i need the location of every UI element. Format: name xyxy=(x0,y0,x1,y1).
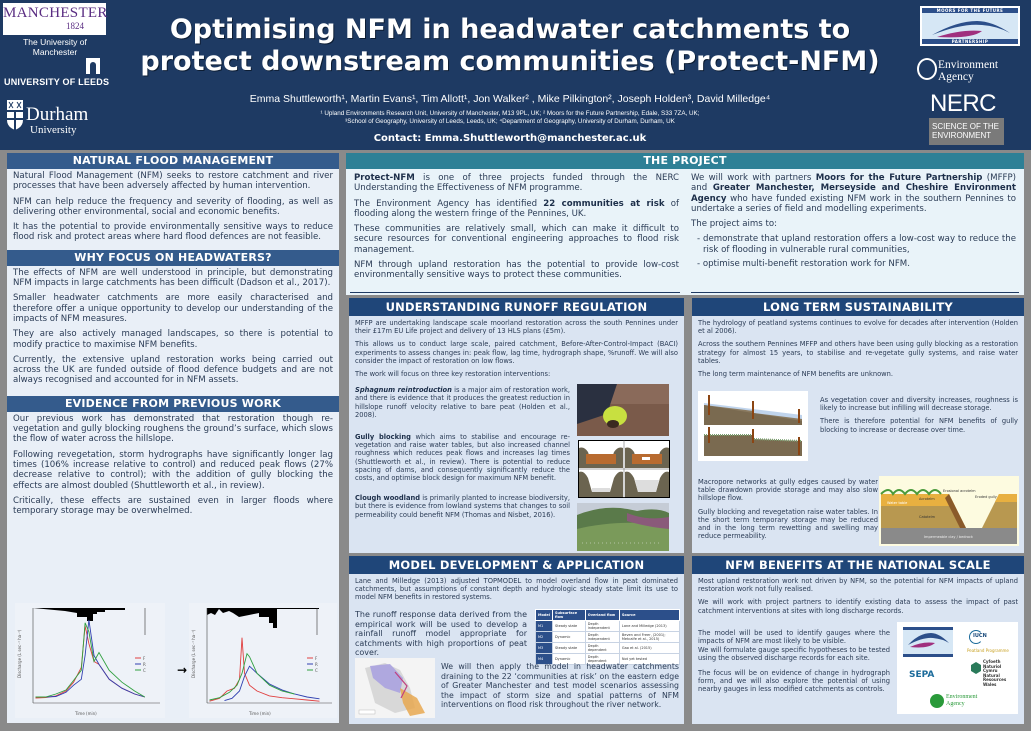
table-cell: Dynamic xyxy=(552,632,585,643)
diagram-label: Impermeable clay / bedrock xyxy=(924,535,973,539)
svg-text:Time (min): Time (min) xyxy=(249,711,271,716)
diagram-label: Catotelm xyxy=(919,515,936,519)
runoff-panel xyxy=(349,298,684,553)
svg-text:F: F xyxy=(315,656,318,661)
title-line-2: protect downstream communities (Protect-NFM) xyxy=(140,46,880,77)
contact-email[interactable]: Contact: Emma.Shuttleworth@manchester.ac.uk xyxy=(373,133,647,144)
gully-term: Gully blocking xyxy=(355,433,411,442)
partner-name: Greater Manchester, Merseyside and Cheshire Environment Agency xyxy=(691,183,1016,204)
project-paragraph xyxy=(354,199,679,220)
evidence-section xyxy=(7,412,339,524)
table-row xyxy=(536,621,680,632)
poster-title xyxy=(110,14,910,78)
table-row xyxy=(536,632,680,643)
project-aims-intro: The project aims to: xyxy=(691,219,778,230)
clough-text: is primarily planted to increase biodiversity, but there is evidence from lowland systems that changes to soil permeability could benefit NFM (Thomas and Nisbet, 2016). xyxy=(355,494,570,519)
svg-text:F: F xyxy=(143,656,146,661)
mftf-logo-top: MOORS FOR THE FUTURE xyxy=(922,8,1018,13)
project-right-text xyxy=(691,173,1016,286)
model-paragraph: Lane and Milledge (2013) adjusted TOPMODEL to model overland flow in peat dominated catchments, but assumptions of constant depth and hydrologic steady state limit its use to model NFM benefits in restored systems. xyxy=(355,577,678,602)
mftf-logo-bottom: PARTNERSHIP xyxy=(922,39,1018,44)
table-cell: Not yet tested xyxy=(619,654,679,665)
evidence-heading: EVIDENCE FROM PREVIOUS WORK xyxy=(7,396,339,412)
clough-term: Clough woodland xyxy=(355,494,421,503)
catchment-map xyxy=(355,658,435,718)
divider xyxy=(350,292,680,293)
gully-infilling-diagram xyxy=(698,391,808,461)
clough-paragraph xyxy=(355,494,570,519)
author-list: Emma Shuttleworth¹, Martin Evans¹, Tim Allott¹, Jon Walker² , Mike Pilkington², Joseph Holden³, David Milledge⁴ xyxy=(249,93,771,105)
affiliations-line-2: ³School of Geography, University of Leeds, Leeds, UK; ⁴Department of Geography, University of Durham, Durham, UK xyxy=(345,118,675,125)
sphagnum-paragraph xyxy=(355,386,570,419)
evidence-paragraph: Following revegetation, storm hydrographs have significantly longer lag times (106% increase relative to control) and reduced peak flows (27% decrease relative to control); with the addition of gully blocking the effects are almost doubled (Shuttleworth et al., in review). xyxy=(13,449,333,491)
ea-partner-line-1: Environment xyxy=(946,694,978,700)
sustainability-paragraph: The hydrology of peatland systems continues to evolve for decades after intervention (Holden et al 2006). xyxy=(698,319,1018,336)
project-aim-item: - demonstrate that upland restoration offers a low-cost way to reduce the risk of flooding in vulnerable rural communities, xyxy=(697,234,1016,255)
table-cell: Steady state xyxy=(552,621,585,632)
nfm-paragraph: Natural Flood Management (NFM) seeks to restore catchment and river processes that have been adversely affected by human intervention. xyxy=(13,171,333,192)
national-paragraph: The focus will be on evidence of change in hydrograph form, and we will also explore the potential of using nearby gauges in less modified catchments as controls. xyxy=(698,669,890,693)
ea-partner-line-2: Agency xyxy=(946,700,965,707)
project-panel xyxy=(346,153,1024,295)
project-text: The Environment Agency has identified xyxy=(354,198,544,209)
table-row xyxy=(536,643,680,654)
macropore-gully-diagram xyxy=(879,476,1019,546)
diagram-label: Acrotelm xyxy=(919,497,935,501)
gully-blocking-diagram xyxy=(578,440,670,498)
nerc-logo: NERC xyxy=(930,90,997,117)
nrw-logo xyxy=(983,660,1015,688)
sustainability-heading: LONG TERM SUSTAINABILITY xyxy=(692,298,1024,316)
sustainability-paragraph: The long term maintenance of NFM benefits are unknown. xyxy=(698,370,893,379)
model-bottom-text xyxy=(441,662,679,715)
nerc-logo-subtitle xyxy=(929,118,1004,145)
table-cell: Beven and Freer, (2001); Metcalfe et al., 2015) xyxy=(619,632,679,643)
table-cell: M2 xyxy=(536,632,553,643)
project-left-text xyxy=(354,173,679,286)
sustainability-paragraph: As vegetation cover and diversity increases, roughness is likely to increase but infilling will decrease storage. xyxy=(820,396,1018,413)
diagram-label: Erosional acrotelm xyxy=(943,489,976,493)
sepa-logo: SEPA xyxy=(909,670,935,680)
partner-name: Moors for the Future Partnership xyxy=(815,173,983,183)
iucn-logo-subtitle: Peatland Programme xyxy=(967,648,1009,653)
gully-text: which aims to stabilise and encourage re-vegetation and raise water tables, but also increased channel roughness which reduces peak flows and increases lag times (Shuttleworth et al., in review). There is potential to reduce spacing of dams, and consequently significantly reduce the costs, and optimise block design for maximum NFM benefit. xyxy=(355,433,570,483)
sphagnum-term: Sphagnum reintroduction xyxy=(355,386,452,395)
headwaters-paragraph: Currently, the extensive upland restoration works being carried out across the UK are funded outside of flood defence budgets and are not always recognised and accounted for in NFM assets. xyxy=(13,354,333,386)
project-heading: THE PROJECT xyxy=(346,153,1024,169)
left-column xyxy=(7,153,339,723)
table-header: Source xyxy=(619,610,679,621)
sustainability-paragraph: There is therefore potential for NFM benefits of gully blocking to increase or decrease over time. xyxy=(820,417,1018,434)
ea-partner-logo xyxy=(946,694,977,707)
svg-text:R: R xyxy=(315,662,318,667)
project-text: is one of three projects funded through the NERC Understanding the Effectiveness of NFM programme. xyxy=(354,173,679,194)
sphagnum-text: is a major aim of restoration work, and there is evidence that it produces the greatest reduction in hillslope runoff velocity relative to bare peat (Holden et al., 2008). xyxy=(355,386,570,419)
durham-shield-icon xyxy=(7,100,23,130)
headwaters-paragraph: They are also actively managed landscapes, so there is potential to modify practice to maximise NFM benefits. xyxy=(13,329,333,350)
headwaters-heading: WHY FOCUS ON HEADWATERS? xyxy=(7,250,339,266)
nfm-section xyxy=(7,169,339,250)
national-paragraph: Most upland restoration work not driven by NFM, so the potential for NFM impacts of upland restoration work not fully realised. xyxy=(698,577,1018,594)
table-cell: M3 xyxy=(536,643,553,654)
durham-logo: Durham xyxy=(26,104,89,125)
headwaters-section xyxy=(7,266,339,393)
moors-for-the-future-logo xyxy=(920,6,1020,46)
project-highlight: 22 communities at risk xyxy=(543,198,665,209)
diagram-label: Eroded gully xyxy=(975,495,997,499)
leeds-tower-icon xyxy=(86,58,100,74)
table-header-row xyxy=(536,610,680,621)
model-panel xyxy=(349,556,684,724)
sustainability-panel xyxy=(692,298,1024,553)
table-cell: Lane and Milledge (2013) xyxy=(619,621,679,632)
hydrograph-chart-before xyxy=(15,603,165,718)
project-paragraph xyxy=(691,173,1016,214)
project-aim-item: - optimise multi-benefit restoration work for NFM. xyxy=(697,259,910,270)
national-panel xyxy=(692,556,1024,724)
iucn-logo: IUCN xyxy=(973,633,987,639)
durham-logo-subtitle: University xyxy=(30,124,77,136)
nrw-icon xyxy=(971,662,981,674)
hydrograph-chart-after xyxy=(189,603,337,718)
ea-partner-icon xyxy=(930,694,944,708)
arrow-icon: → xyxy=(177,663,188,677)
runoff-paragraph: MFFP are undertaking landscape scale moorland restoration across the south Pennines under their £17m EU Life project and delivery of 13 HLS plans (£5m). xyxy=(355,319,678,336)
table-cell: Depth dependent xyxy=(585,654,619,665)
runoff-heading: UNDERSTANDING RUNOFF REGULATION xyxy=(349,298,684,316)
manchester-logo-text: MANCHESTER xyxy=(3,5,108,21)
ea-logo-line-2: Agency xyxy=(938,71,974,83)
headwaters-paragraph: Smaller headwater catchments are more easily characterised and therefore offer a unique opportunity to develop our understanding of the impacts of NFM measures. xyxy=(13,293,333,324)
table-header: Overland flow xyxy=(585,610,619,621)
clough-woodland-photo xyxy=(577,503,669,551)
environment-agency-icon xyxy=(917,58,937,80)
svg-text:C: C xyxy=(315,668,318,673)
table-cell: Depth dependent xyxy=(585,643,619,654)
project-paragraph: NFM through upland restoration has the potential to provide low-cost environmentally sensitive ways to protect these communities. xyxy=(354,260,679,281)
sustainability-paragraph: Gully blocking and revegetation raise water tables. In the short term temporary storage may be reduced and in the long term rewetting and swelling may reduce permeability. xyxy=(698,507,878,541)
project-aims-list xyxy=(691,234,1016,269)
manchester-logo xyxy=(3,3,106,35)
environment-agency-logo xyxy=(938,59,998,83)
partner-logos xyxy=(897,622,1018,714)
svg-text:Discharge (L sec⁻¹ ha⁻¹): Discharge (L sec⁻¹ ha⁻¹) xyxy=(191,629,196,678)
headwaters-paragraph: The effects of NFM are well understood in principle, but demonstrating NFM impacts in large catchments has been difficult (Dadson et al., 2017). xyxy=(13,267,333,289)
project-paragraph xyxy=(354,173,679,194)
nrw-logo-english: Natural Resources Wales xyxy=(983,672,1007,687)
ea-logo-line-1: Environment xyxy=(938,59,999,71)
sustainability-side-text xyxy=(820,396,1018,439)
evidence-paragraph: Critically, these effects are sustained even in larger floods where temporary storage may be overwhelmed. xyxy=(13,495,333,517)
nrw-logo-welsh: Cyfoeth Naturiol Cymru xyxy=(983,659,1002,674)
poster-header xyxy=(0,0,1031,150)
manchester-logo-subtitle: The University of Manchester xyxy=(23,37,87,57)
table-cell: Depth independent xyxy=(585,632,619,643)
sustainability-bottom-text xyxy=(698,478,878,545)
sustainability-paragraph: Macropore networks at gully edges caused by water table drawdown provide storage and may also slow hillslope flow. xyxy=(698,478,878,503)
leeds-logo: UNIVERSITY OF LEEDS xyxy=(4,77,110,87)
table-cell: M4 xyxy=(536,654,553,665)
model-heading: MODEL DEVELOPMENT & APPLICATION xyxy=(349,556,684,574)
runoff-paragraph: This allows us to conduct large scale, paired catchment, Before-After-Control-Impact (BACI) experiments to assess changes in: peak flow, lag time, hydrograph shape, %runoff. We will also consider the impact of restoration on low flows. xyxy=(355,340,678,365)
table-cell: M1 xyxy=(536,621,553,632)
affiliations xyxy=(110,110,910,126)
nerc-sub-line-2: ENVIRONMENT xyxy=(932,131,992,140)
table-cell: Depth independent xyxy=(585,621,619,632)
table-cell: Gao et al. (2015) xyxy=(619,643,679,654)
diagram-label: Water table xyxy=(887,501,908,505)
model-table xyxy=(535,609,680,665)
svg-text:C: C xyxy=(143,668,146,673)
affiliations-line-1: ¹ Upland Environments Research Unit, University of Manchester, M13 9PL, UK; ² Moors for the Future Partnership, Edale, S33 7ZA, UK; xyxy=(320,110,700,117)
national-paragraph: The model will be used to identify gauges where the impacts of NFM are most likely to be visible. xyxy=(698,629,890,645)
sphagnum-photo xyxy=(577,384,669,436)
runoff-paragraph: The work will focus on three key restoration interventions: xyxy=(355,370,551,379)
table-cell: Dynamic xyxy=(552,654,585,665)
mftf-partner-logo xyxy=(903,627,953,657)
svg-text:Discharge (L sec⁻¹ ha⁻¹): Discharge (L sec⁻¹ ha⁻¹) xyxy=(17,629,22,678)
svg-text:Time (min): Time (min) xyxy=(75,711,97,716)
project-paragraph: These communities are relatively small, which can make it difficult to secure resources for conventional engineering approaches to flood risk management. xyxy=(354,224,679,255)
manchester-logo-year: 1824 xyxy=(66,21,84,31)
model-paragraph: The runoff response data derived from the empirical work will be used to develop a rainfall runoff model appropriate for catchments with high proportions of peat cover. xyxy=(355,610,527,658)
project-name: Protect-NFM xyxy=(354,173,415,183)
table-cell: Steady state xyxy=(552,643,585,654)
title-line-1: Optimising NFM in headwater catchments to xyxy=(169,14,851,45)
national-paragraph: We will formulate gauge specific hypotheses to be tested using the observed discharge records for each site. xyxy=(698,646,890,662)
project-text: of flooding along the western fringe of the Pennines, UK. xyxy=(354,198,680,219)
nerc-sub-line-1: SCIENCE OF THE xyxy=(932,122,999,131)
nfm-paragraph: It has the potential to provide environmentally sensitive ways to reduce flood risk and protect areas where hard flood defences are not feasible. xyxy=(13,222,333,243)
nfm-paragraph: NFM can help reduce the frequency and severity of flooding, as well as delivering other environmental, social and economic benefits. xyxy=(13,196,333,217)
table-header: Model xyxy=(536,610,553,621)
national-paragraph: We will work with project partners to identify existing data to assess the impact of past catchment interventions at sites with long discharge records. xyxy=(698,598,1018,615)
sustainability-paragraph: Across the southern Pennines MFFP and others have been using gully blocking as a restoration strategy for almost 15 years, to stabilise and re-vegetate gully systems, and raise water tables. xyxy=(698,340,1018,365)
project-text: (MFFP) and xyxy=(691,173,1016,194)
national-side-text xyxy=(698,630,890,698)
divider xyxy=(691,292,1019,293)
evidence-paragraph: Our previous work has demonstrated that restoration though re-vegetation and gully blocking roughens the ground’s surface, which slows the flow of water across the hillslope. xyxy=(13,413,333,445)
model-side-text xyxy=(355,610,527,663)
nfm-heading: NATURAL FLOOD MANAGEMENT xyxy=(7,153,339,169)
project-text: who have funded existing NFM work in the southern Pennines to undertake a series of field and modelling experiments. xyxy=(691,193,1016,214)
gully-paragraph xyxy=(355,433,570,482)
svg-text:R: R xyxy=(143,662,146,667)
national-heading: NFM BENEFITS AT THE NATIONAL SCALE xyxy=(692,556,1024,574)
model-paragraph: We will then apply the model in headwater catchments draining to the 22 ‘communities at risk’ on the eastern edge of Greater Manchester and test model scenarios assessing the impact of storm size and spatial patterns of NFM interventions on flood risk throughout the river network. xyxy=(441,662,679,710)
table-header: Subsurface flow xyxy=(552,610,585,621)
project-text: We will work with partners xyxy=(691,173,816,183)
